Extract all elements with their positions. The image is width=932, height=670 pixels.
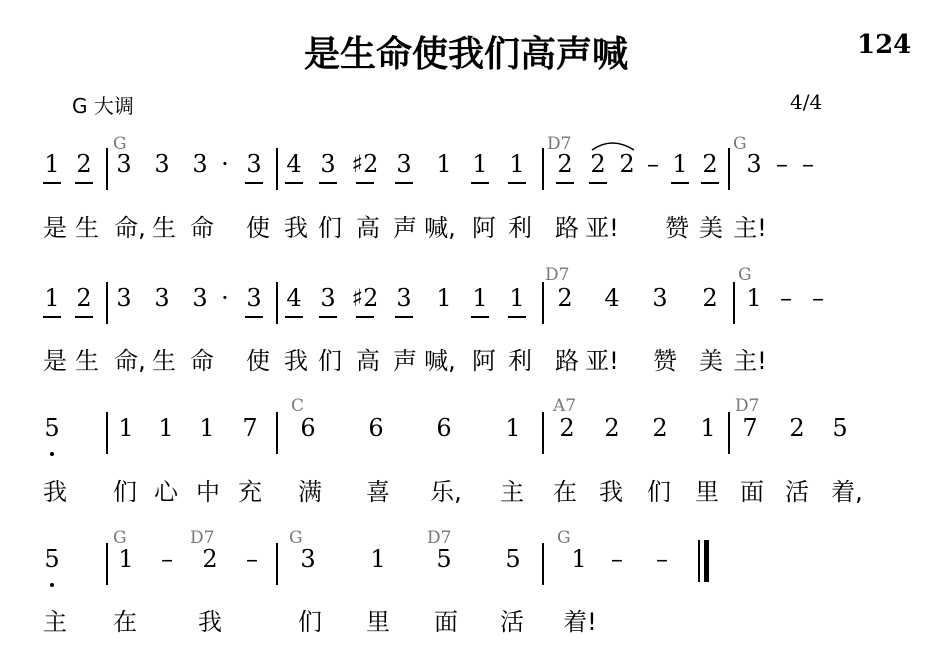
lyric-syllable: 我 [599, 478, 623, 506]
lyric-syllable: 赞 [665, 214, 689, 242]
lyric-syllable: 我 [43, 478, 67, 506]
jianpu-note: 2 [619, 150, 635, 178]
lyric-syllable: 面 [434, 608, 458, 636]
lyric-syllable: 着! [563, 608, 597, 636]
chord-symbol: D7 [735, 396, 760, 416]
lyric-syllable: 满 [298, 478, 322, 506]
tie-arc [590, 138, 640, 152]
lyric-syllable: 是 [43, 214, 67, 242]
jianpu-note: 1 [700, 414, 716, 442]
lyric-syllable: 命, [114, 214, 146, 242]
lyric-syllable: 亚! [585, 214, 619, 242]
lyric-syllable: 声 [393, 347, 417, 375]
chord-symbol: D7 [547, 134, 572, 154]
jianpu-note: 3 [246, 150, 262, 178]
chord-symbol: G [738, 265, 752, 285]
eighth-underline [356, 182, 374, 184]
jianpu-note: – [656, 545, 668, 573]
eighth-underline [701, 182, 719, 184]
lyric-syllable: 生 [152, 347, 176, 375]
bar-line [728, 412, 730, 454]
jianpu-note: 4 [604, 284, 620, 312]
lyric-syllable: 们 [318, 347, 342, 375]
jianpu-note: 1 [118, 545, 134, 573]
jianpu-note: 1 [746, 284, 762, 312]
chord-symbol: D7 [190, 528, 215, 548]
jianpu-note: 1 [118, 414, 134, 442]
jianpu-note: 5 [44, 414, 60, 442]
jianpu-note: 2 [202, 545, 218, 573]
jianpu-note: – [161, 545, 173, 573]
eighth-underline [508, 182, 526, 184]
eighth-underline [43, 182, 61, 184]
chord-symbol: A7 [553, 396, 577, 416]
eighth-underline [319, 316, 337, 318]
eighth-underline [671, 182, 689, 184]
jianpu-note: 1 [472, 284, 488, 312]
eighth-underline [589, 182, 607, 184]
lyric-syllable: 乐, [430, 478, 462, 506]
jianpu-note: 2 [76, 150, 92, 178]
jianpu-note: 2 [590, 150, 606, 178]
eighth-underline [75, 182, 93, 184]
lyric-syllable: 阿 [472, 347, 496, 375]
lyric-syllable: 在 [553, 478, 577, 506]
final-bar-thin [698, 540, 700, 582]
lyric-syllable: 心 [154, 478, 178, 506]
eighth-underline [285, 316, 303, 318]
jianpu-note: 3 [154, 150, 170, 178]
lyric-syllable: 着, [831, 478, 863, 506]
jianpu-note: 3 [396, 150, 412, 178]
jianpu-note: 3 [246, 284, 262, 312]
bar-line [542, 412, 544, 454]
jianpu-note: ♯2 [351, 284, 379, 312]
lyric-syllable: 充 [238, 478, 262, 506]
lyric-syllable: 中 [196, 478, 220, 506]
lyric-syllable: 们 [647, 478, 671, 506]
eighth-underline [508, 316, 526, 318]
jianpu-note: 1 [436, 150, 452, 178]
lyric-syllable: 亚! [585, 347, 619, 375]
jianpu-note: 4 [286, 150, 302, 178]
bar-line [542, 543, 544, 585]
lyric-syllable: 主! [733, 214, 767, 242]
jianpu-note: · [221, 284, 229, 312]
lyric-syllable: 主 [500, 478, 524, 506]
chord-symbol: G [733, 134, 747, 154]
jianpu-note: 1 [672, 150, 688, 178]
lyric-syllable: 活 [785, 478, 809, 506]
jianpu-note: 2 [789, 414, 805, 442]
lyric-syllable: 里 [695, 478, 719, 506]
lyric-syllable: 生 [75, 214, 99, 242]
lyric-syllable: 路 [555, 347, 579, 375]
bar-line [542, 148, 544, 190]
time-signature: 4/4 [790, 90, 823, 114]
eighth-underline [471, 316, 489, 318]
jianpu-note: 2 [702, 284, 718, 312]
lyric-syllable: 使 [246, 347, 270, 375]
jianpu-note: 1 [199, 414, 215, 442]
lyric-syllable: 声 [393, 214, 417, 242]
bar-line [728, 148, 730, 190]
bar-line [276, 148, 278, 190]
lyric-syllable: 面 [740, 478, 764, 506]
jianpu-note: 3 [652, 284, 668, 312]
lyric-syllable: 美 [699, 214, 723, 242]
lyric-syllable: 利 [508, 347, 532, 375]
final-bar-thick [704, 540, 709, 582]
lyric-syllable: 生 [75, 347, 99, 375]
jianpu-note: 2 [702, 150, 718, 178]
jianpu-note: 3 [746, 150, 762, 178]
jianpu-note: 3 [192, 284, 208, 312]
jianpu-note: 1 [436, 284, 452, 312]
lyric-syllable: 高 [356, 347, 380, 375]
lyric-syllable: 命 [190, 214, 214, 242]
jianpu-note: – [776, 150, 788, 178]
eighth-underline [395, 182, 413, 184]
bar-line [106, 148, 108, 190]
jianpu-note: 1 [158, 414, 174, 442]
jianpu-note: 5 [505, 545, 521, 573]
jianpu-note: 1 [571, 545, 587, 573]
jianpu-note: 2 [604, 414, 620, 442]
jianpu-note: 6 [436, 414, 452, 442]
low-octave-dot [50, 583, 54, 587]
chord-symbol: G [557, 528, 571, 548]
eighth-underline [556, 182, 574, 184]
jianpu-note: 6 [368, 414, 384, 442]
jianpu-note: 5 [44, 545, 60, 573]
jianpu-note: 1 [509, 150, 525, 178]
jianpu-note: 3 [154, 284, 170, 312]
lyric-syllable: 美 [699, 347, 723, 375]
lyric-syllable: 阿 [472, 214, 496, 242]
lyric-syllable: 主! [733, 347, 767, 375]
chord-symbol: G [289, 528, 303, 548]
lyric-syllable: 高 [356, 214, 380, 242]
lyric-syllable: 们 [298, 608, 322, 636]
key-signature: G 大调 [72, 94, 134, 118]
jianpu-note: ♯2 [351, 150, 379, 178]
jianpu-note: 5 [436, 545, 452, 573]
jianpu-note: 3 [116, 284, 132, 312]
lyric-syllable: 命, [114, 347, 146, 375]
lyric-syllable: 们 [318, 214, 342, 242]
lyric-syllable: 生 [152, 214, 176, 242]
jianpu-note: 1 [44, 284, 60, 312]
jianpu-note: 3 [396, 284, 412, 312]
eighth-underline [471, 182, 489, 184]
low-octave-dot [50, 452, 54, 456]
eighth-underline [356, 316, 374, 318]
lyric-syllable: 喊, [424, 347, 456, 375]
jianpu-note: 3 [116, 150, 132, 178]
lyric-syllable: 我 [198, 608, 222, 636]
jianpu-note: 1 [472, 150, 488, 178]
lyric-syllable: 使 [246, 214, 270, 242]
eighth-underline [245, 182, 263, 184]
lyric-syllable: 赞 [653, 347, 677, 375]
jianpu-note: – [812, 284, 824, 312]
bar-line [276, 543, 278, 585]
lyric-syllable: 活 [500, 608, 524, 636]
jianpu-note: 3 [192, 150, 208, 178]
bar-line [106, 412, 108, 454]
lyric-syllable: 们 [113, 478, 137, 506]
lyric-syllable: 命 [190, 347, 214, 375]
jianpu-note: 2 [557, 150, 573, 178]
jianpu-note: – [611, 545, 623, 573]
lyric-syllable: 喊, [424, 214, 456, 242]
jianpu-note: 3 [300, 545, 316, 573]
jianpu-note: 6 [300, 414, 316, 442]
eighth-underline [319, 182, 337, 184]
bar-line [733, 282, 735, 324]
bar-line [276, 282, 278, 324]
lyric-syllable: 里 [366, 608, 390, 636]
jianpu-note: 2 [76, 284, 92, 312]
jianpu-note: 1 [509, 284, 525, 312]
jianpu-note: 2 [652, 414, 668, 442]
eighth-underline [245, 316, 263, 318]
jianpu-note: – [246, 545, 258, 573]
eighth-underline [285, 182, 303, 184]
chord-symbol: C [291, 396, 305, 416]
jianpu-note: 4 [286, 284, 302, 312]
chord-symbol: G [113, 528, 127, 548]
chord-symbol: D7 [427, 528, 452, 548]
eighth-underline [43, 316, 61, 318]
bar-line [542, 282, 544, 324]
jianpu-note: – [780, 284, 792, 312]
page-number: 124 [857, 30, 912, 60]
eighth-underline [395, 316, 413, 318]
jianpu-note: 7 [242, 414, 258, 442]
jianpu-note: 2 [559, 414, 575, 442]
eighth-underline [75, 316, 93, 318]
jianpu-note: 7 [742, 414, 758, 442]
jianpu-note: 5 [832, 414, 848, 442]
chord-symbol: D7 [545, 265, 570, 285]
jianpu-note: – [802, 150, 814, 178]
lyric-syllable: 喜 [366, 478, 390, 506]
jianpu-note: 1 [44, 150, 60, 178]
lyric-syllable: 我 [284, 347, 308, 375]
lyric-syllable: 利 [508, 214, 532, 242]
chord-symbol: G [113, 134, 127, 154]
jianpu-note: 1 [505, 414, 521, 442]
jianpu-note: 1 [370, 545, 386, 573]
lyric-syllable: 是 [43, 347, 67, 375]
bar-line [276, 412, 278, 454]
song-title: 是生命使我们高声喊 [303, 34, 628, 75]
jianpu-note: – [647, 150, 659, 178]
bar-line [106, 543, 108, 585]
jianpu-note: 2 [557, 284, 573, 312]
lyric-syllable: 在 [113, 608, 137, 636]
jianpu-note: · [221, 150, 229, 178]
lyric-syllable: 我 [284, 214, 308, 242]
jianpu-note: 3 [320, 150, 336, 178]
bar-line [106, 282, 108, 324]
lyric-syllable: 路 [555, 214, 579, 242]
jianpu-note: 3 [320, 284, 336, 312]
lyric-syllable: 主 [43, 608, 67, 636]
